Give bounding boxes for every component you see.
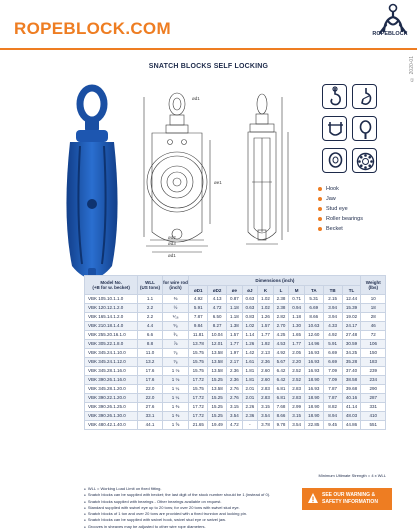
table-cell: 1.14 [242, 331, 258, 340]
legend-label: Stud eye [326, 206, 348, 212]
table-row [85, 313, 386, 322]
legend-label: Becket [326, 226, 343, 232]
col-header-dim: K [258, 286, 274, 295]
table-cell: 19.02 [342, 313, 361, 322]
table-cell: 39.68 [342, 385, 361, 394]
model-number-cell: VBK 165.14.1.2.0 [85, 313, 138, 322]
table-cell: 2.36 [227, 376, 243, 385]
table-cell: 44.1 [138, 421, 162, 430]
table-cell: 27.6 [138, 403, 162, 412]
table-cell: 2.70 [273, 322, 289, 331]
table-cell: 6.69 [304, 304, 323, 313]
table-cell: 8.82 [323, 403, 342, 412]
table-cell: 9.84 [189, 322, 208, 331]
legend-bullet-icon [318, 217, 322, 221]
table-cell: 4.92 [189, 295, 208, 304]
table-cell: 1.26 [242, 340, 258, 349]
table-cell: 2.20 [289, 358, 305, 367]
note-item: ● Snatch blocks can be supplied with swivel hook, swivel stud eye or swivel jaw. [84, 517, 294, 523]
table-cell: 287 [361, 394, 386, 403]
table-cell: 1 ¼ [162, 394, 189, 403]
table-row [85, 367, 386, 376]
table-cell: 6.81 [273, 394, 289, 403]
table-cell: 0.87 [227, 295, 243, 304]
table-cell: 28 [361, 313, 386, 322]
table-cell: 7.09 [323, 367, 342, 376]
table-cell: 551 [361, 421, 386, 430]
table-cell: 4.72 [208, 304, 227, 313]
col-header-dim: TA [304, 286, 323, 295]
table-cell: 2.13 [258, 349, 274, 358]
table-cell: 14.96 [304, 340, 323, 349]
table-cell: 18.90 [304, 412, 323, 421]
table-cell: 15.25 [208, 412, 227, 421]
table-cell: 4.92 [323, 331, 342, 340]
table-cell: ⁹⁄₁₆ [162, 313, 189, 322]
table-cell: 5.91 [323, 340, 342, 349]
table-cell: 3.15 [258, 403, 274, 412]
model-number-cell: VBK 345.24.1.12.0 [85, 358, 138, 367]
table-cell: 18 [361, 304, 386, 313]
table-cell: 12.60 [304, 331, 323, 340]
table-cell: 290 [361, 385, 386, 394]
legend-item-becket [318, 224, 363, 234]
table-cell: 6.42 [273, 376, 289, 385]
table-cell: 2.26 [242, 403, 258, 412]
spec-table [84, 275, 386, 430]
jaw-fitting-icon [322, 116, 347, 141]
table-cell: 13.58 [208, 349, 227, 358]
table-cell: ⁵⁄₈ [162, 322, 189, 331]
col-header-dim: M [289, 286, 305, 295]
note-item: ● Standard supplied with swivel eye up to 20 tons; for over 20 tons with swivel stud eye. [84, 505, 294, 511]
table-cell: 4.53 [273, 340, 289, 349]
table-cell: 1.77 [289, 340, 305, 349]
table-row [85, 358, 386, 367]
legend-item-hook [318, 184, 363, 194]
col-header-dim: øD1 [189, 286, 208, 295]
table-cell: 2.83 [289, 394, 305, 403]
table-cell: 13.58 [208, 367, 227, 376]
model-number-cell: VBK 345.28.1.20.0 [85, 385, 138, 394]
table-cell: 34.25 [342, 349, 361, 358]
brand-title[interactable]: ROPEBLOCK.COM [14, 19, 171, 38]
table-cell: 9.78 [273, 421, 289, 430]
note-item: ● Snatch blocks supplied with bearings - Other bearings available on request. [84, 499, 294, 505]
table-cell: 0.94 [289, 304, 305, 313]
table-cell: 37.40 [342, 367, 361, 376]
fitting-legend [318, 184, 363, 234]
legend-bullet-icon [318, 187, 322, 191]
table-cell: 38.58 [342, 376, 361, 385]
dim-label-d1: ød1 [168, 253, 176, 258]
table-cell: 17.72 [189, 394, 208, 403]
technical-drawing [132, 82, 312, 262]
table-cell: 24.17 [342, 322, 361, 331]
table-cell: 7.09 [323, 376, 342, 385]
table-cell: 11.0 [138, 349, 162, 358]
table-cell: 7.68 [273, 403, 289, 412]
table-cell: ⁷⁄₈ [162, 349, 189, 358]
dim-label-d3: ød3 [168, 241, 176, 246]
table-cell: 4.72 [227, 421, 243, 430]
table-cell: ⅞ [162, 340, 189, 349]
table-cell: 2.01 [242, 385, 258, 394]
col-header-dim: øe [227, 286, 243, 295]
legend-item-roller-bearings [318, 214, 363, 224]
table-cell: 11.81 [189, 331, 208, 340]
table-cell: 6.69 [323, 349, 342, 358]
table-cell: 17.72 [189, 412, 208, 421]
table-cell: 1.30 [289, 322, 305, 331]
table-cell: 5.91 [189, 304, 208, 313]
legend-label: Jaw [326, 196, 336, 202]
table-cell: 1 ⅜ [162, 412, 189, 421]
hook-fitting-icon [322, 84, 347, 109]
table-cell: 150 [361, 349, 386, 358]
table-cell: 1.97 [227, 349, 243, 358]
table-cell: 2.52 [289, 376, 305, 385]
table-cell: 1.38 [227, 322, 243, 331]
table-cell: 40.16 [342, 394, 361, 403]
model-number-cell: VBK 390.26.1.25.0 [85, 403, 138, 412]
legend-bullet-icon [318, 197, 322, 201]
table-row [85, 340, 386, 349]
table-cell: 1.81 [242, 367, 258, 376]
warning-triangle-icon [307, 492, 319, 504]
warning-line-1: SEE OUR WARNING & [322, 492, 376, 498]
model-number-cell: VBK 390.22.1.20.0 [85, 394, 138, 403]
side-code: © 2020-01 [409, 56, 415, 82]
table-cell: 3.15 [289, 412, 305, 421]
table-cell: 17.72 [189, 403, 208, 412]
legend-label: Hook [326, 186, 339, 192]
table-cell: ½ [162, 304, 189, 313]
table-cell: 1 ⅜ [162, 403, 189, 412]
table-row [85, 331, 386, 340]
table-cell: 3.54 [258, 412, 274, 421]
legend-item-jaw [318, 194, 363, 204]
table-cell: 8.8 [138, 340, 162, 349]
table-cell: 35.28 [342, 358, 361, 367]
table-cell: 239 [361, 367, 386, 376]
col-header-weight: Weight (lbs) [361, 276, 386, 295]
table-cell: 3.78 [258, 421, 274, 430]
roller-bearings-icon [352, 148, 377, 173]
table-cell: 12.01 [208, 340, 227, 349]
table-cell: 17.72 [189, 376, 208, 385]
table-cell: 2.01 [242, 394, 258, 403]
table-cell: 41.14 [342, 403, 361, 412]
table-cell: 22.0 [138, 394, 162, 403]
table-cell: 0.83 [242, 313, 258, 322]
table-cell: 1 ⅛ [162, 367, 189, 376]
table-cell: 15.25 [208, 394, 227, 403]
table-cell: 13.2 [138, 358, 162, 367]
table-cell: 22.0 [138, 385, 162, 394]
table-cell: 6.81 [273, 385, 289, 394]
table-cell: 2.17 [227, 358, 243, 367]
table-cell: 2.36 [242, 412, 258, 421]
table-cell: 1.77 [227, 340, 243, 349]
warning-line-2: SAFETY INFORMATION [322, 498, 378, 505]
table-cell: 6.69 [323, 358, 342, 367]
table-cell: 16.93 [304, 385, 323, 394]
table-cell: 4.4 [138, 322, 162, 331]
table-cell: 48.03 [342, 412, 361, 421]
table-cell: 1.65 [289, 331, 305, 340]
table-cell: 410 [361, 412, 386, 421]
table-cell: 8.66 [273, 412, 289, 421]
col-header-dim: øD2 [208, 286, 227, 295]
table-cell: 2.36 [258, 358, 274, 367]
table-cell: 27.48 [342, 331, 361, 340]
table-row [85, 421, 386, 430]
table-cell: 2.05 [289, 349, 305, 358]
spec-table-body [85, 295, 386, 430]
logo-text: ROPEBLOCK [372, 31, 408, 37]
spec-table-container [84, 275, 386, 430]
table-cell: 18.90 [304, 394, 323, 403]
table-row [85, 376, 386, 385]
model-number-cell: VBK 255.20.16.1.0 [85, 331, 138, 340]
col-header-dimensions: Dimensions (inch) [189, 276, 361, 286]
table-cell: 1.57 [258, 322, 274, 331]
legend-item-stud-eye [318, 204, 363, 214]
model-number-cell: VBK 305.22.1.8.0 [85, 340, 138, 349]
table-cell: 3.94 [323, 304, 342, 313]
legend-label: Roller bearings [326, 216, 363, 222]
table-cell: 2.36 [227, 367, 243, 376]
col-header-dim: TL [342, 286, 361, 295]
table-cell: 0.63 [242, 304, 258, 313]
table-row [85, 295, 386, 304]
table-cell: 5.31 [304, 295, 323, 304]
note-item: ● Grooves in sheaves may be adjusted to other wire rope diameters. [84, 524, 294, 530]
table-cell: 2.15 [323, 295, 342, 304]
dim-label-top: ød1 [192, 96, 200, 101]
table-cell: 1.02 [242, 322, 258, 331]
col-header-dim: øJ [242, 286, 258, 295]
table-cell: 2.60 [258, 367, 274, 376]
table-cell: 16.93 [304, 367, 323, 376]
table-cell: 3.54 [227, 412, 243, 421]
stud-eye-fitting-icon [352, 116, 377, 141]
col-header-wll: WLL (US tons) [138, 276, 162, 295]
table-cell: 1.1 [138, 295, 162, 304]
table-cell: 1.57 [227, 331, 243, 340]
table-cell: 1.92 [258, 340, 274, 349]
table-cell: 0.63 [242, 295, 258, 304]
table-cell: 1 ¼ [162, 385, 189, 394]
model-number-cell: VBK 210.18.1.4.0 [85, 322, 138, 331]
warning-label [322, 492, 378, 505]
table-cell: 19.49 [208, 421, 227, 430]
model-number-cell: VBK 390.26.1.30.0 [85, 412, 138, 421]
table-cell: 1 ⅛ [162, 376, 189, 385]
table-cell: 13.78 [189, 340, 208, 349]
table-cell: 4.92 [273, 349, 289, 358]
table-cell: 12.44 [342, 295, 361, 304]
model-number-cell: VBK 390.26.1.16.0 [85, 376, 138, 385]
table-cell: 15.75 [189, 367, 208, 376]
table-cell: - [242, 421, 258, 430]
model-number-cell: VBK 345.24.1.10.0 [85, 349, 138, 358]
table-cell: 15.25 [208, 376, 227, 385]
table-cell: 33.1 [138, 412, 162, 421]
table-cell: 4.33 [323, 322, 342, 331]
table-cell: 183 [361, 358, 386, 367]
table-cell: 1.18 [227, 304, 243, 313]
table-cell: 10.04 [208, 331, 227, 340]
table-cell: 8.66 [304, 313, 323, 322]
table-cell: 1.61 [242, 358, 258, 367]
table-cell: 2.76 [227, 394, 243, 403]
table-row [85, 349, 386, 358]
table-cell: 17.6 [138, 367, 162, 376]
dim-label-d2: ød2 [168, 235, 176, 240]
table-cell: 16.93 [304, 358, 323, 367]
table-row [85, 412, 386, 421]
strength-footnote: Minimum Ultimate Strength = 4 x WLL [318, 473, 386, 478]
col-header-dim: L [273, 286, 289, 295]
table-cell: 72 [361, 331, 386, 340]
snatch-block-photo [56, 86, 128, 296]
table-cell: 234 [361, 376, 386, 385]
table-cell: 2.38 [273, 304, 289, 313]
table-row [85, 394, 386, 403]
table-cell: 1.18 [227, 313, 243, 322]
table-cell: ⅜ [162, 295, 189, 304]
table-cell: 15.75 [189, 349, 208, 358]
table-cell: ³⁄₄ [162, 331, 189, 340]
table-cell: ⁷⁄₈ [162, 358, 189, 367]
table-cell: 331 [361, 403, 386, 412]
warning-safety-button[interactable] [302, 488, 392, 510]
legend-bullet-icon [318, 227, 322, 231]
table-cell: 15.75 [189, 385, 208, 394]
eye-fitting-icon [322, 148, 347, 173]
table-cell: 30.59 [342, 340, 361, 349]
table-cell: 18.90 [304, 376, 323, 385]
table-cell: 7.87 [323, 394, 342, 403]
table-cell: 15.25 [208, 403, 227, 412]
table-cell: 1.02 [258, 304, 274, 313]
table-cell: 10 [361, 295, 386, 304]
table-cell: 106 [361, 340, 386, 349]
table-cell: 1.81 [242, 376, 258, 385]
model-number-cell: VBK 345.28.1.16.0 [85, 367, 138, 376]
table-cell: 7.87 [189, 313, 208, 322]
col-header-dim: TB [323, 286, 342, 295]
table-cell: 10.63 [304, 322, 323, 331]
note-item: ● WLL = Working Load Limit on fixed fitting. [84, 486, 294, 492]
table-cell: 2.83 [258, 385, 274, 394]
table-cell: 2.83 [289, 385, 305, 394]
notes-list [84, 486, 294, 530]
table-cell: 21.65 [189, 421, 208, 430]
table-cell: 22.85 [304, 421, 323, 430]
table-cell: 2.52 [289, 367, 305, 376]
table-row [85, 403, 386, 412]
table-cell: 16.93 [304, 349, 323, 358]
col-header-rope: for wire rod (inch) [162, 276, 189, 295]
header-divider [0, 48, 417, 50]
table-cell: 46 [361, 322, 386, 331]
table-cell: 6.42 [273, 367, 289, 376]
table-cell: 6.6 [138, 331, 162, 340]
table-cell: 2.2 [138, 313, 162, 322]
table-row [85, 322, 386, 331]
table-cell: 44.86 [342, 421, 361, 430]
table-cell: 1.02 [258, 295, 274, 304]
legend-bullet-icon [318, 207, 322, 211]
table-row [85, 304, 386, 313]
section-title: SNATCH BLOCKS SELF LOCKING [148, 63, 269, 70]
table-cell: 1.26 [258, 313, 274, 322]
table-cell: 3.94 [323, 313, 342, 322]
table-cell: 2.82 [273, 313, 289, 322]
table-cell: 8.27 [208, 322, 227, 331]
table-cell: 1.42 [242, 349, 258, 358]
table-cell: 2.76 [227, 385, 243, 394]
table-cell: 0.71 [289, 295, 305, 304]
model-number-cell: VBK 105.10.1.1.0 [85, 295, 138, 304]
model-number-cell: VBK 120.12.1.2.0 [85, 304, 138, 313]
table-cell: 18.90 [304, 403, 323, 412]
table-cell: 6.50 [208, 313, 227, 322]
page-header [0, 0, 417, 48]
table-cell: 1.77 [258, 331, 274, 340]
table-cell: 5.67 [273, 358, 289, 367]
table-cell: 2.60 [258, 376, 274, 385]
dim-label-e1: øe1 [214, 180, 222, 185]
table-cell: 4.25 [273, 331, 289, 340]
table-cell: 2.99 [289, 403, 305, 412]
table-cell: 2.83 [258, 394, 274, 403]
table-cell: 7.87 [323, 385, 342, 394]
model-number-cell: VBK 480.42.1.40.0 [85, 421, 138, 430]
table-cell: 13.58 [208, 385, 227, 394]
table-cell: 3.54 [289, 421, 305, 430]
table-cell: 2.2 [138, 304, 162, 313]
table-cell: 15.75 [189, 358, 208, 367]
table-cell: 1.18 [289, 313, 305, 322]
table-cell: 3.15 [227, 403, 243, 412]
table-row [85, 385, 386, 394]
note-item: ● Snatch blocks of 1 ton and over 20 tons are provided with a fixed trunnion and locking pin. [84, 511, 294, 517]
table-cell: 2.38 [273, 295, 289, 304]
table-cell: 8.94 [323, 412, 342, 421]
table-cell: 1 ⅝ [162, 421, 189, 430]
table-cell: 13.58 [208, 358, 227, 367]
table-cell: 4.13 [208, 295, 227, 304]
col-header-model: Model No. (+B for w. becket) [85, 276, 138, 295]
hook-fitting-alt-icon [352, 84, 377, 109]
table-cell: 9.45 [323, 421, 342, 430]
table-cell: 17.6 [138, 376, 162, 385]
note-item: ● Snatch blocks can be supplied with becket; the last digit of the stock number should be 1 (instead of 0). [84, 492, 294, 498]
table-cell: 15.39 [342, 304, 361, 313]
